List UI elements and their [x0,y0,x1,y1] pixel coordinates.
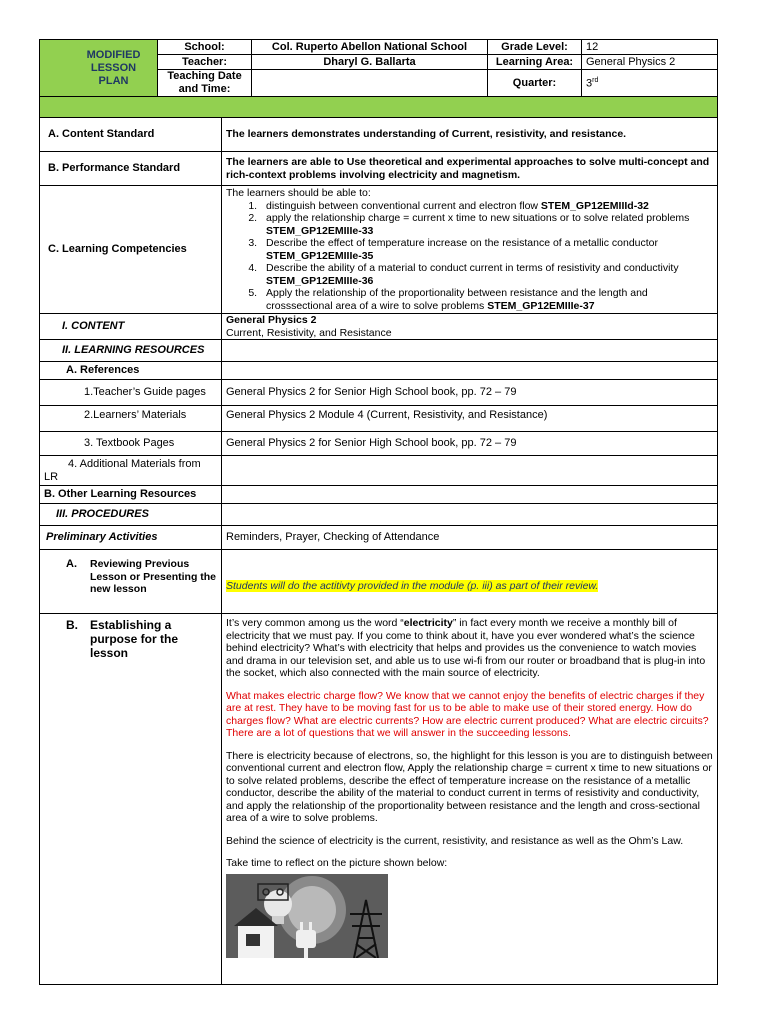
grade-value: 12 [582,40,718,55]
procedures-value [222,504,718,526]
performance-standard-label: B. Performance Standard [40,152,222,186]
competencies-label: C. Learning Competencies [40,186,222,314]
content-standard-label: A. Content Standard [40,118,222,152]
purpose-paragraph-3: There is electricity because of electrons, so, the highlight for this lesson is you are to distinguish between conventional current and electron flow, Apply the relationship charge = current x time to new situations or to solve related problems, describe the effect of temperature increase on the resistance of a metallic conductor, describe the ability of the material to conduct current in terms of resistivity and conductivity, and apply the relationship of the proportionality between resistance and the length and cross-sectional area of a wire to solve problems. [226,749,713,824]
purpose-value [222,614,718,985]
references-label: A. References [40,362,222,380]
learners-materials-value: General Physics 2 Module 4 (Current, Resistivity, and Resistance) [222,406,718,432]
learners-materials-label: 2.Learners’ Materials [40,406,222,432]
lesson-table [39,96,718,985]
purpose-label: B. Establishing a purpose for the lesson [40,614,222,985]
green-band [40,97,718,118]
references-value [222,362,718,380]
review-value: Students will do the actitivty provided in the module (p. iii) as part of their review. [222,550,718,614]
competencies-list [226,200,713,313]
teacher-label: Teacher: [158,55,252,70]
competency-item: 1. distinguish between conventional current and electron flow STEM_GP12EMIIId-32 [260,200,713,213]
competencies-value: The learners should be able to: 1. distinguish between conventional current and electron flow STEM_GP12EMIIId-32 2. apply the relationship charge = current x time to new situations or to solve related problems STEM_GP12EMIIIe-33 3. Describe the effect of temperature increase on the resistance of a metallic conductor STEM_GP12EMIIIe-35 4. Describe the ability of a material to conduct current in terms of resistivity and conductivity STEM_GP12EMIIIe-36 5. Apply the relationship of the proportionality between resistance and the length and crosssectional area of a wire to solve problems STEM_GP12EMIIIe-37 [222,186,718,314]
other-resources-value [222,486,718,504]
resources-label: II. LEARNING RESOURCES [40,340,222,362]
teachers-guide-value: General Physics 2 for Senior High School book, pp. 72 – 79 [222,380,718,406]
quarter-label: Quarter: [488,70,582,97]
header-table [39,39,718,97]
lesson-plan-document [39,39,717,985]
competency-item: 4. Describe the ability of a material to conduct current in terms of resistivity and conductivity STEM_GP12EMIIIe-36 [260,262,713,287]
purpose-paragraph-2: What makes electric charge flow? We know that we cannot enjoy the benefits of electric charges if they are at rest. They have to be moving fast for us to be able to make use of their stored energy. How do charges flow? What are electric currents? How are electric current produced? What are electric circuits? There are a lot of questions that we will answer in the succeeding lessons. [226,689,709,739]
competency-item: 5. Apply the relationship of the proportionality between resistance and the length and crosssectional area of a wire to solve problems STEM_GP12EMIIIe-37 [260,287,713,312]
performance-standard-value: The learners are able to Use theoretical and experimental approaches to solve multi-concept and rich-context problems involving electricity and magnetism. [222,152,718,186]
electricity-picture [226,874,388,958]
purpose-paragraph-4: Behind the science of electricity is the current, resistivity, and resistance as well as the Ohm’s Law. [226,834,684,847]
preliminary-value: Reminders, Prayer, Checking of Attendance [222,526,718,550]
textbook-value: General Physics 2 for Senior High School book, pp. 72 – 79 [222,432,718,456]
procedures-label: III. PROCEDURES [40,504,222,526]
competency-item: 2. apply the relationship charge = current x time to new situations or to solve related problems STEM_GP12EMIIIe-33 [260,212,713,237]
school-label: School: [158,40,252,55]
additional-materials-label: 4. Additional Materials from LR [40,456,222,486]
school-value: Col. Ruperto Abellon National School [252,40,488,55]
review-label: A. Reviewing Previous Lesson or Presenting the new lesson [40,550,222,614]
additional-materials-value [222,456,718,486]
area-label: Learning Area: [488,55,582,70]
quarter-value: 3rd [582,70,718,97]
teachers-guide-label: 1.Teacher’s Guide pages [40,380,222,406]
date-value [252,70,488,97]
grade-label: Grade Level: [488,40,582,55]
content-value: General Physics 2 Current, Resistivity, and Resistance [222,314,718,340]
content-standard-value: The learners demonstrates understanding of Current, resistivity, and resistance. [222,118,718,152]
competency-item: 3. Describe the effect of temperature increase on the resistance of a metallic conductor STEM_GP12EMIIIe-35 [260,237,713,262]
teacher-value: Dharyl G. Ballarta [252,55,488,70]
preliminary-label: Preliminary Activities [40,526,222,550]
lesson-plan-title: MODIFIED LESSON PLAN [40,40,158,97]
other-resources-label: B. Other Learning Resources [40,486,222,504]
purpose-paragraph-5: Take time to reflect on the picture shown below: [226,857,448,869]
purpose-paragraph-1: It’s very common among us the word “electricity” in fact every month we receive a monthly bill of electricity that we must pay. If you come to think about it, have you ever wondered what’s the science behind electricity? What’s with electricity that helps and provides us the convenience to watch movies and drama in our television set, and able us to use wi-fi from our router or broadband that is plug-in into the socket, which also connected with the main source of electricity. [226,617,706,679]
date-label: Teaching Date and Time: [158,70,252,97]
content-label: I. CONTENT [40,314,222,340]
area-value: General Physics 2 [582,55,718,70]
textbook-label: 3. Textbook Pages [40,432,222,456]
resources-value [222,340,718,362]
